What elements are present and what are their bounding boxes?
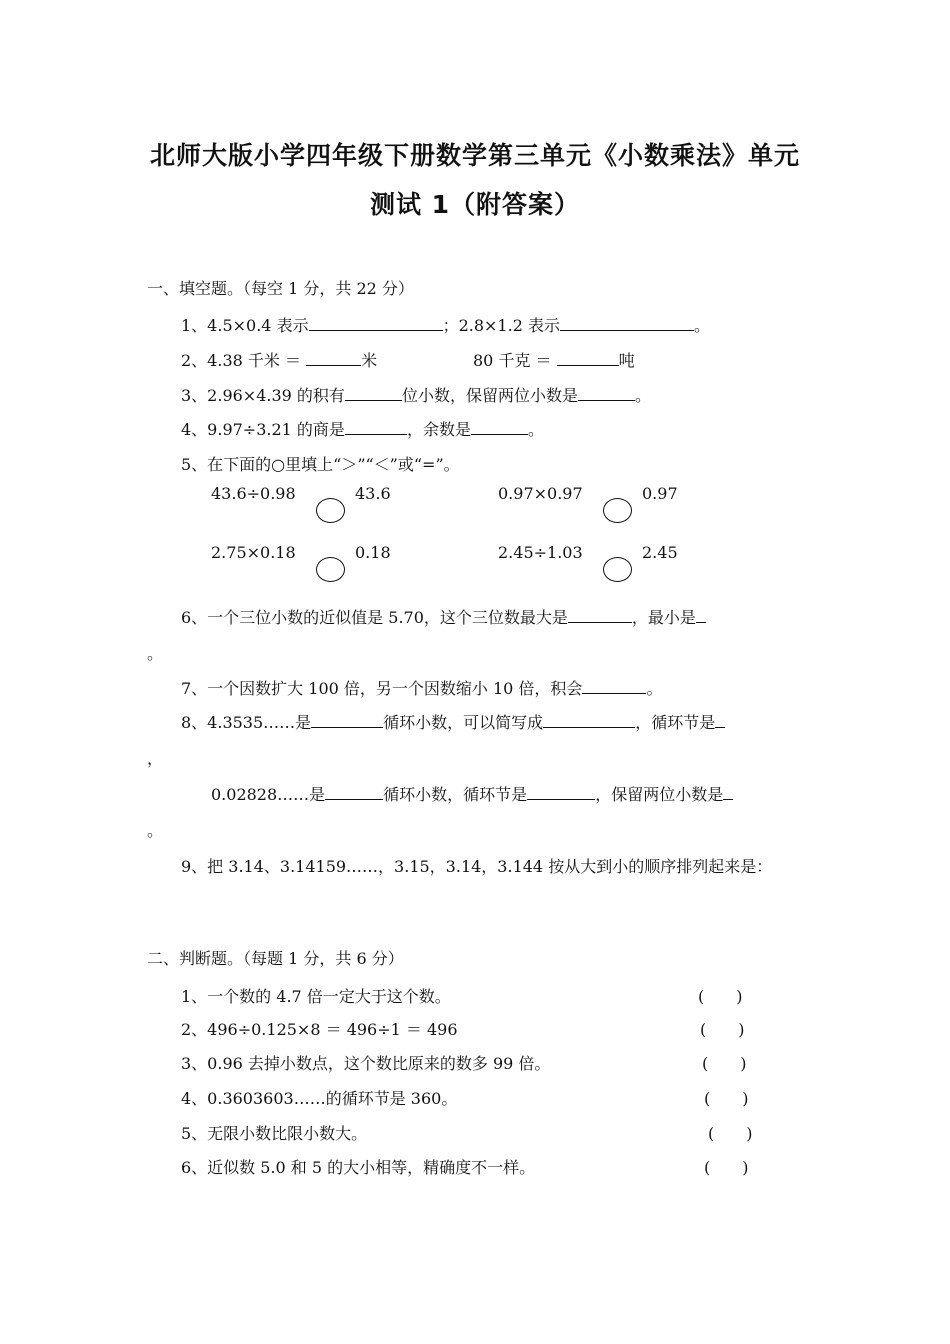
judge-answer-1[interactable]: ( ) [698,987,743,1006]
q8-blank-1[interactable] [311,713,383,728]
q5-circle-3[interactable] [316,557,345,582]
q5-left-4: 2.45÷1.03 [498,543,583,562]
q1-text-b: ；2.8×1.2 表示 [442,316,560,335]
question-9: 9、把 3.14、3.14159……，3.15，3.14，3.144 按从大到小的顺序排列起来是： [181,857,773,876]
q3-text-b: 位小数，保留两位小数是 [401,386,578,405]
q3-text-a: 3、2.96×4.39 的积有 [181,386,345,405]
q8-text-b: 循环小数，可以简写成 [383,713,544,732]
q8-text-c: ，循环节是 [635,713,716,732]
q5-right-4: 2.45 [642,543,678,562]
q5-circle-1[interactable] [316,498,345,523]
q8-blank-3[interactable] [715,713,725,728]
q5-circle-2[interactable] [603,498,632,523]
judge-item-3: 3、0.96 去掉小数点，这个数比原来的数多 99 倍。 [181,1054,551,1073]
q7-text-a: 7、一个因数扩大 100 倍，另一个因数缩小 10 倍，积会 [181,679,583,698]
question-2b [473,348,635,371]
q8-text-a: 8、4.3535……是 [181,713,312,732]
question-2 [181,348,377,371]
section1-heading: 一、填空题。（每空 1 分，共 22 分） [147,279,414,298]
q5-right-3: 0.18 [355,543,391,562]
q5-right-2: 0.97 [642,484,678,503]
q2-text-c: 80 千克 ＝ [473,351,557,370]
q8-comma: ， [147,749,164,768]
judge-item-2: 2、496÷0.125×8 ＝ 496÷1 ＝ 496 [181,1020,458,1039]
q1-text-c: 。 [693,316,710,335]
q6-blank-2[interactable] [696,608,706,623]
question-5: 5、在下面的○里填上“＞”“＜”或“=”。 [181,455,460,474]
q4-blank-1[interactable] [345,420,407,435]
q6-end: 。 [147,644,164,663]
judge-answer-2[interactable]: ( ) [700,1020,745,1039]
q4-text-a: 4、9.97÷3.21 的商是 [181,420,345,439]
q3-blank-2[interactable] [578,386,635,401]
q4-text-c: 。 [527,420,544,439]
judge-answer-4[interactable]: ( ) [704,1089,749,1108]
question-3 [181,383,651,406]
question-8b [211,782,733,805]
q6-text-b: ，最小是 [631,608,696,627]
q7-blank-1[interactable] [582,679,646,694]
q5-left-2: 0.97×0.97 [498,484,583,503]
question-4 [181,417,544,440]
q8-text-f: 循环小数，循环节是 [383,785,528,804]
q5-left-1: 43.6÷0.98 [211,484,296,503]
question-6 [181,605,706,628]
judge-answer-3[interactable]: ( ) [702,1054,747,1073]
q1-blank-1[interactable] [309,316,443,331]
q6-blank-1[interactable] [568,608,632,623]
q7-text-b: 。 [646,679,663,698]
question-7 [181,676,662,699]
q8-end: 。 [147,821,164,840]
judge-item-6: 6、近似数 5.0 和 5 的大小相等，精确度不一样。 [181,1158,536,1177]
q4-blank-2[interactable] [471,420,528,435]
q8-blank-5[interactable] [527,785,595,800]
q8-text-g: ，保留两位小数是 [595,785,724,804]
q2-text-a: 2、4.38 千米 ＝ [181,351,307,370]
q5-left-3: 2.75×0.18 [211,543,296,562]
q8-blank-6[interactable] [723,785,733,800]
q5-right-1: 43.6 [355,484,391,503]
judge-answer-6[interactable]: ( ) [704,1158,749,1177]
q3-text-c: 。 [634,386,651,405]
q8-text-e: 0.02828……是 [211,785,326,804]
judge-answer-5[interactable]: ( ) [708,1124,753,1143]
q2-blank-1[interactable] [306,351,361,366]
question-1 [181,313,710,336]
q2-text-b: 米 [361,351,378,370]
judge-item-5: 5、无限小数比限小数大。 [181,1124,368,1143]
page-title-line2: 测试 1（附答案） [369,190,581,219]
q8-blank-2[interactable] [543,713,635,728]
q4-text-b: ，余数是 [406,420,471,439]
question-8 [181,710,725,733]
q1-text-a: 1、4.5×0.4 表示 [181,316,309,335]
q6-text-a: 6、一个三位小数的近似值是 5.70，这个三位数最大是 [181,608,568,627]
q2-blank-2[interactable] [557,351,619,366]
q5-circle-4[interactable] [603,557,632,582]
q2-text-d: 吨 [618,351,635,370]
page-title-line1: 北师大版小学四年级下册数学第三单元《小数乘法》单元 [149,141,800,170]
section2-heading: 二、判断题。（每题 1 分，共 6 分） [147,949,404,968]
q3-blank-1[interactable] [345,386,402,401]
q1-blank-2[interactable] [560,316,694,331]
q8-blank-4[interactable] [325,785,383,800]
judge-item-1: 1、一个数的 4.7 倍一定大于这个数。 [181,987,451,1006]
judge-item-4: 4、0.3603603……的循环节是 360。 [181,1089,458,1108]
